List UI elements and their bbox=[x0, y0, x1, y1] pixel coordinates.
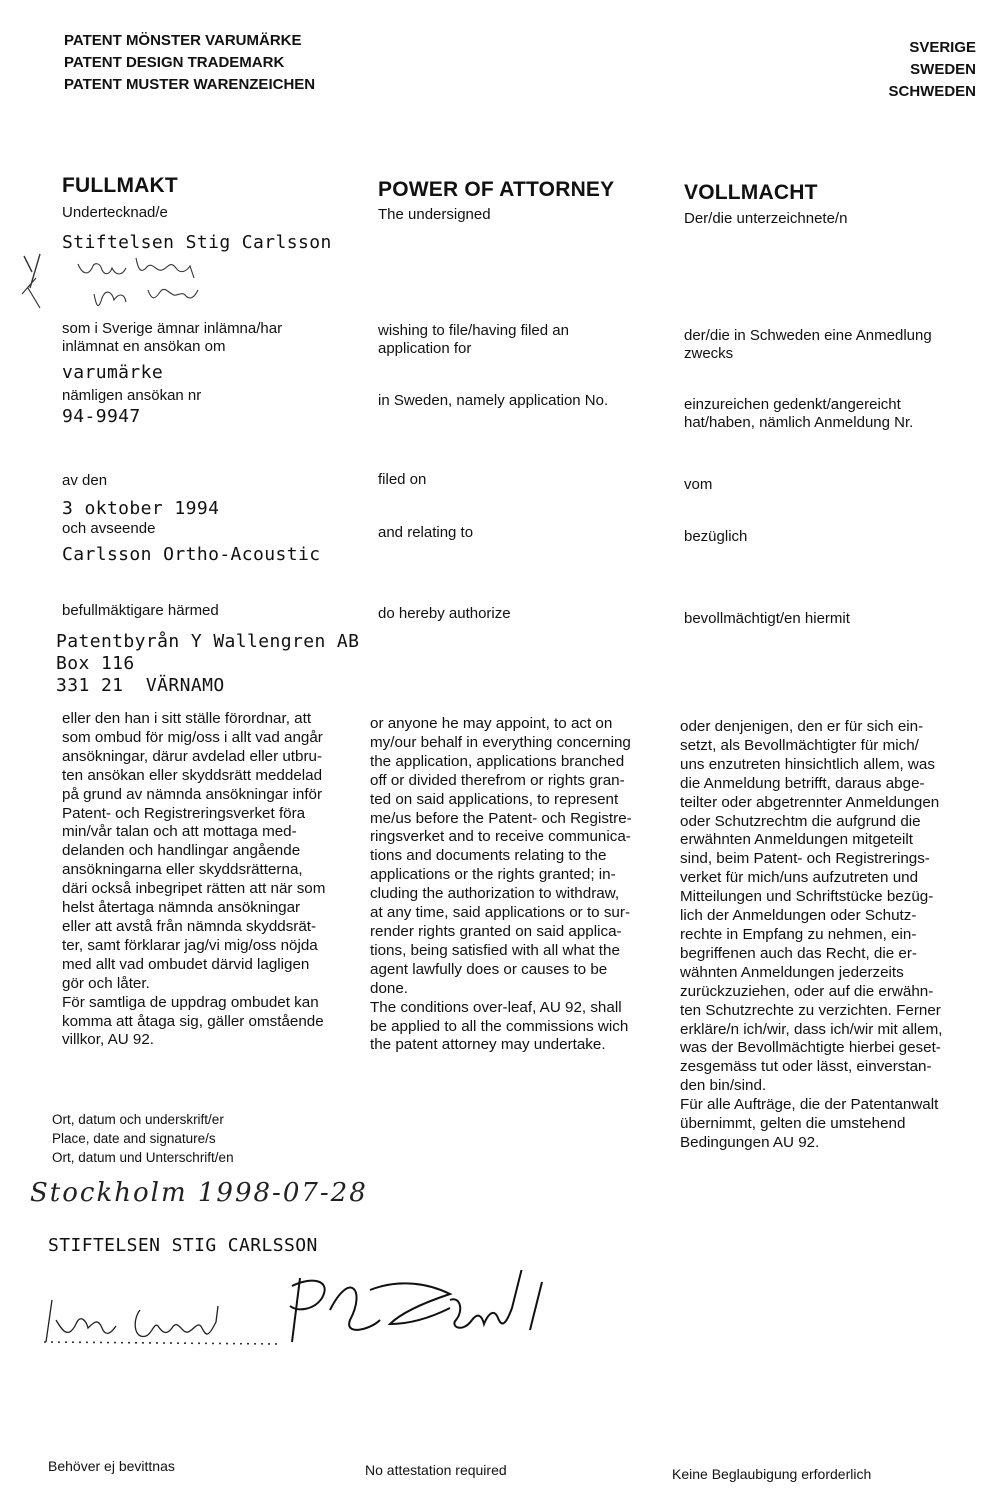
label-wishing-sv: som i Sverige ämnar inlämna/har inlämnat en ansökan om bbox=[62, 320, 283, 355]
typed-signatory-name: STIFTELSEN STIG CARLSSON bbox=[48, 1235, 318, 1256]
header-left-line: PATENT MÖNSTER VARUMÄRKE bbox=[64, 32, 302, 49]
label-appno-sv: nämligen ansökan nr bbox=[62, 387, 202, 404]
attorney-line: Patentbyrån Y Wallengren AB bbox=[56, 631, 360, 652]
header-right-line: SWEDEN bbox=[910, 61, 976, 78]
body-swedish: eller den han i sitt ställe förordnar, att som ombud för mig/oss i allt vad angår ansökningar, därur avdelad eller utbru- ten ansökan eller skyddsrätt meddelad på grund av nämnda ansökningar inför Patent- och Registreringsverket föra min/vår talan och att mottaga med- delanden och handlingar angående ansökningarna eller skyddsrätterna, däri också inbegripet rätten att när som helst återtaga nämnda ansökningar eller att avstå från nämnda skyddsrät- ter, samt förklarar jag/vi mig/oss nöjda med allt vad ombudet därvid lagligen gör och låter. För samtliga de uppdrag ombudet kan komma att åtaga sig, gäller omstående villkor, AU 92. bbox=[62, 710, 326, 1049]
signature-labels bbox=[52, 1110, 234, 1167]
label-authorize-en: do hereby authorize bbox=[378, 605, 511, 622]
handwritten-signatures-bottom bbox=[30, 1270, 590, 1360]
header-right-line: SCHWEDEN bbox=[888, 83, 976, 100]
footer-sv: Behöver ej bevittnas bbox=[48, 1458, 175, 1474]
label-appno-de: einzureichen gedenkt/angereicht hat/haben, nämlich Anmeldung Nr. bbox=[684, 396, 914, 431]
handwritten-place-date: Stockholm 1998-07-28 bbox=[30, 1178, 368, 1208]
signature-label-line: Ort, datum och underskrift/er bbox=[52, 1112, 224, 1127]
subject: Carlsson Ortho-Acoustic bbox=[62, 544, 321, 565]
header-left bbox=[64, 30, 315, 96]
signature-label-line: Place, date and signature/s bbox=[52, 1131, 216, 1146]
attorney-line: 331 21 VÄRNAMO bbox=[56, 675, 225, 696]
header-right bbox=[888, 37, 976, 103]
label-filedon-sv: av den bbox=[62, 472, 108, 489]
body-german: oder denjenigen, den er für sich ein- setzt, als Bevollmächtigter für mich/ uns enzutreten hinsichtlich allem, was die Anmeldung betrifft, daraus abge- teilter oder abgetrennter Anmeldungen oder Schutzrechtm die aufgrund die erwähnten Anmeldungen mitgeteilt sind, beim Patent- och Registrerings- verket für mich/uns aufzutreten und Mitteilungen und Schriftstücke bezüg- lich der Anmeldungen oder Schutz- rechte in Empfang zu nehmen, ein- begriffenen auch das Recht, die er- wähnten Anmeldungen jederzeits zurückzuziehen, oder auf die erwähn- ten Schutzrechte zu verzichten. Ferner erkläre/n ich/wir, dass ich/wir mit allem, was der Bevollmächtigte hierbei geset- zesgemäss tut oder lässt, einverstan- den bin/sind. Für alle Aufträge, die der Patentanwalt übernimmt, gelten die umstehend Bedingungen AU 92. bbox=[680, 718, 943, 1151]
handwritten-signatures-top bbox=[18, 248, 278, 318]
attorney-line: Box 116 bbox=[56, 653, 135, 674]
footer-en: No attestation required bbox=[365, 1462, 507, 1478]
signature-label-line: Ort, datum und Unterschrift/en bbox=[52, 1150, 234, 1165]
application-number: 94-9947 bbox=[62, 406, 141, 427]
label-undersigned-en: The undersigned bbox=[378, 206, 491, 223]
title-german: VOLLMACHT bbox=[684, 181, 818, 204]
label-undersigned-sv: Undertecknad/e bbox=[62, 204, 168, 221]
label-authorize-sv: befullmäktigare härmed bbox=[62, 602, 219, 619]
label-relating-sv: och avseende bbox=[62, 520, 156, 537]
body-english: or anyone he may appoint, to act on my/our behalf in everything concerning the application, applications branched off or divided therefrom or rights gran- ted on said applications, to represent me/us before the Patent- och Registre- ringsverket and to receive communica- tions and documents relating to the applications or the rights granted; in- cluding the authorization to withdraw, at any time, said applications or to sur- render rights granted on said applica- tions, being satisfied with all what the agent lawfully does or causes to be done. The conditions over-leaf, AU 92, shall be applied to all the commissions wich the patent attorney may undertake. bbox=[370, 715, 632, 1054]
label-wishing-en: wishing to file/having filed an application for bbox=[378, 322, 569, 357]
label-filedon-en: filed on bbox=[378, 471, 427, 488]
footer-de: Keine Beglaubigung erforderlich bbox=[672, 1466, 872, 1482]
label-wishing-de: der/die in Schweden eine Anmedlung zwecks bbox=[684, 327, 932, 362]
label-appno-en: in Sweden, namely application No. bbox=[378, 392, 609, 409]
application-type: varumärke bbox=[62, 362, 164, 383]
header-left-line: PATENT DESIGN TRADEMARK bbox=[64, 54, 285, 71]
label-filedon-de: vom bbox=[684, 476, 713, 493]
label-relating-en: and relating to bbox=[378, 524, 474, 541]
label-authorize-de: bevollmächtigt/en hiermit bbox=[684, 610, 850, 627]
filing-date: 3 oktober 1994 bbox=[62, 498, 220, 519]
label-undersigned-de: Der/die unterzeichnete/n bbox=[684, 210, 848, 227]
header-left-line: PATENT MUSTER WARENZEICHEN bbox=[64, 76, 316, 93]
attorney-address bbox=[56, 631, 359, 697]
applicant-name: Stiftelsen Stig Carlsson bbox=[62, 232, 332, 253]
label-relating-de: bezüglich bbox=[684, 528, 748, 545]
title-swedish: FULLMAKT bbox=[62, 174, 178, 197]
title-english: POWER OF ATTORNEY bbox=[378, 178, 615, 201]
header-right-line: SVERIGE bbox=[909, 39, 976, 56]
